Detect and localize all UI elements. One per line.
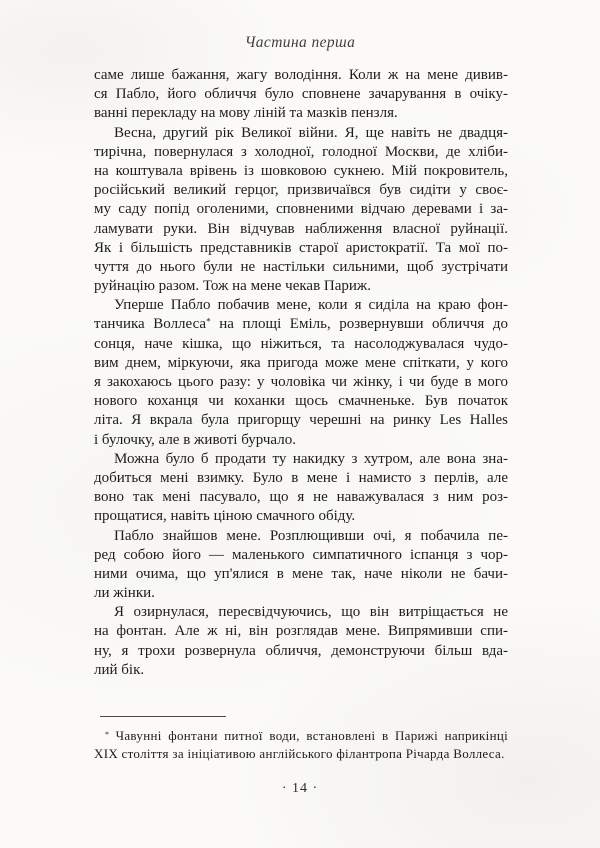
text-line: ламувати руки. Він відчував наближення власної руйнації. — [94, 220, 508, 237]
text-line: ли жінки. — [94, 585, 155, 602]
text-line: російський великий герцог, призвичаївся був сидіти у своє- — [94, 182, 508, 199]
body-text — [94, 66, 508, 680]
text-line: Пабло знайшов мене. Розплющивши очі, я побачила пе- — [114, 527, 508, 544]
text-line: ХІХ століття за ініціативою англійського філантропа Річарда Воллеса. — [94, 745, 505, 761]
text-line: му саду попід оголеними, сповненими відчаю деревами і за- — [94, 201, 508, 218]
paragraph — [94, 603, 508, 680]
text-line: я закохаюсь цього разу: у чоловіка чи жінку, і чи буде в мого — [94, 374, 508, 390]
text-line: Можна було б продати ту накидку з хутром, але вона зна- — [114, 450, 508, 467]
paragraph — [94, 296, 508, 450]
footnote — [94, 716, 508, 762]
paragraph — [94, 450, 508, 527]
text-line: ну, я трохи розвернула обличчя, демонструючи більш вда- — [94, 642, 508, 659]
text-line: лий бік. — [94, 661, 145, 678]
paragraph — [94, 124, 508, 297]
text-line: Уперше Пабло побачив мене, коли я сиділа на краю фон- — [114, 297, 508, 314]
text-line: ред собою його — маленького симпатичного іспанця з чор- — [94, 546, 508, 563]
text-line: Як і більшість представників старої аристократії. Та мої по- — [94, 239, 508, 256]
text-line: вим днем, міркуючи, яка пригода може мене спіткати, у кого — [94, 354, 508, 371]
text-line: на фонтан. Але ж ні, він розглядав мене. Випрямивши спи- — [94, 623, 508, 640]
text-line: саме лише бажання, жагу володіння. Коли ж на мене дивив- — [94, 67, 508, 83]
page-number: · 14 · — [281, 781, 319, 796]
text-line: Я озирнулася, пересвідчуючись, що він витріщається не — [114, 604, 508, 621]
paragraph — [94, 66, 508, 124]
text-line: танчика Воллеса* на площі Еміль, розвернувши обличчя до — [94, 316, 508, 333]
text-line: руйнацію разом. Тож на мене чекав Париж. — [94, 278, 372, 295]
text-line: Весна, другий рік Великої війни. Я, ще навіть не двадця- — [114, 124, 508, 141]
footnote-marker-asterisk: * — [105, 729, 110, 739]
paragraph — [94, 527, 508, 604]
text-line: воно так мені пасувало, що я не наважувалася з ним роз- — [94, 489, 508, 506]
footnote-text — [94, 727, 508, 762]
footnote-marker-asterisk: * — [206, 317, 211, 328]
text-line: прощатися, навіть ціною смачного обіду. — [94, 508, 356, 525]
text-line: ними очима, що уп'ялися в мене так, наче ніколи не бачи- — [94, 565, 508, 582]
text-line: ванні перекладу на мову ліній та мазків пензля. — [94, 105, 398, 122]
text-line: нового коханця чи коханки щось смачненьке. Був початок — [94, 393, 508, 410]
text-line: добиться мені взимку. Було в мене і намисто з перлів, але — [94, 469, 508, 486]
text-line: тирічна, повернулася з холодної, голодної Москви, де хліби- — [94, 143, 508, 160]
text-line: ся Пабло, його обличчя було сповнене зачарування в очіку- — [94, 86, 508, 103]
text-line: чуття до нього були не настільки сильними, щоб зустрічати — [94, 258, 508, 275]
text-line: і булочку, але в животі бурчало. — [94, 431, 296, 448]
text-line: сонця, наче кішка, що ніжиться, та насолоджувалася чудо- — [94, 335, 508, 352]
footnote-separator-rule — [100, 716, 226, 717]
text-line: літа. Я вкрала була пригорщу черешні на ринку Les Halles — [94, 412, 508, 429]
running-head: Частина перша — [244, 34, 356, 51]
text-line: * Чавунні фонтани питної води, встановлені в Парижі наприкінці — [105, 728, 508, 743]
text-line: на коштувала врівень із шовковою сукнею. Мій покровитель, — [94, 162, 508, 179]
